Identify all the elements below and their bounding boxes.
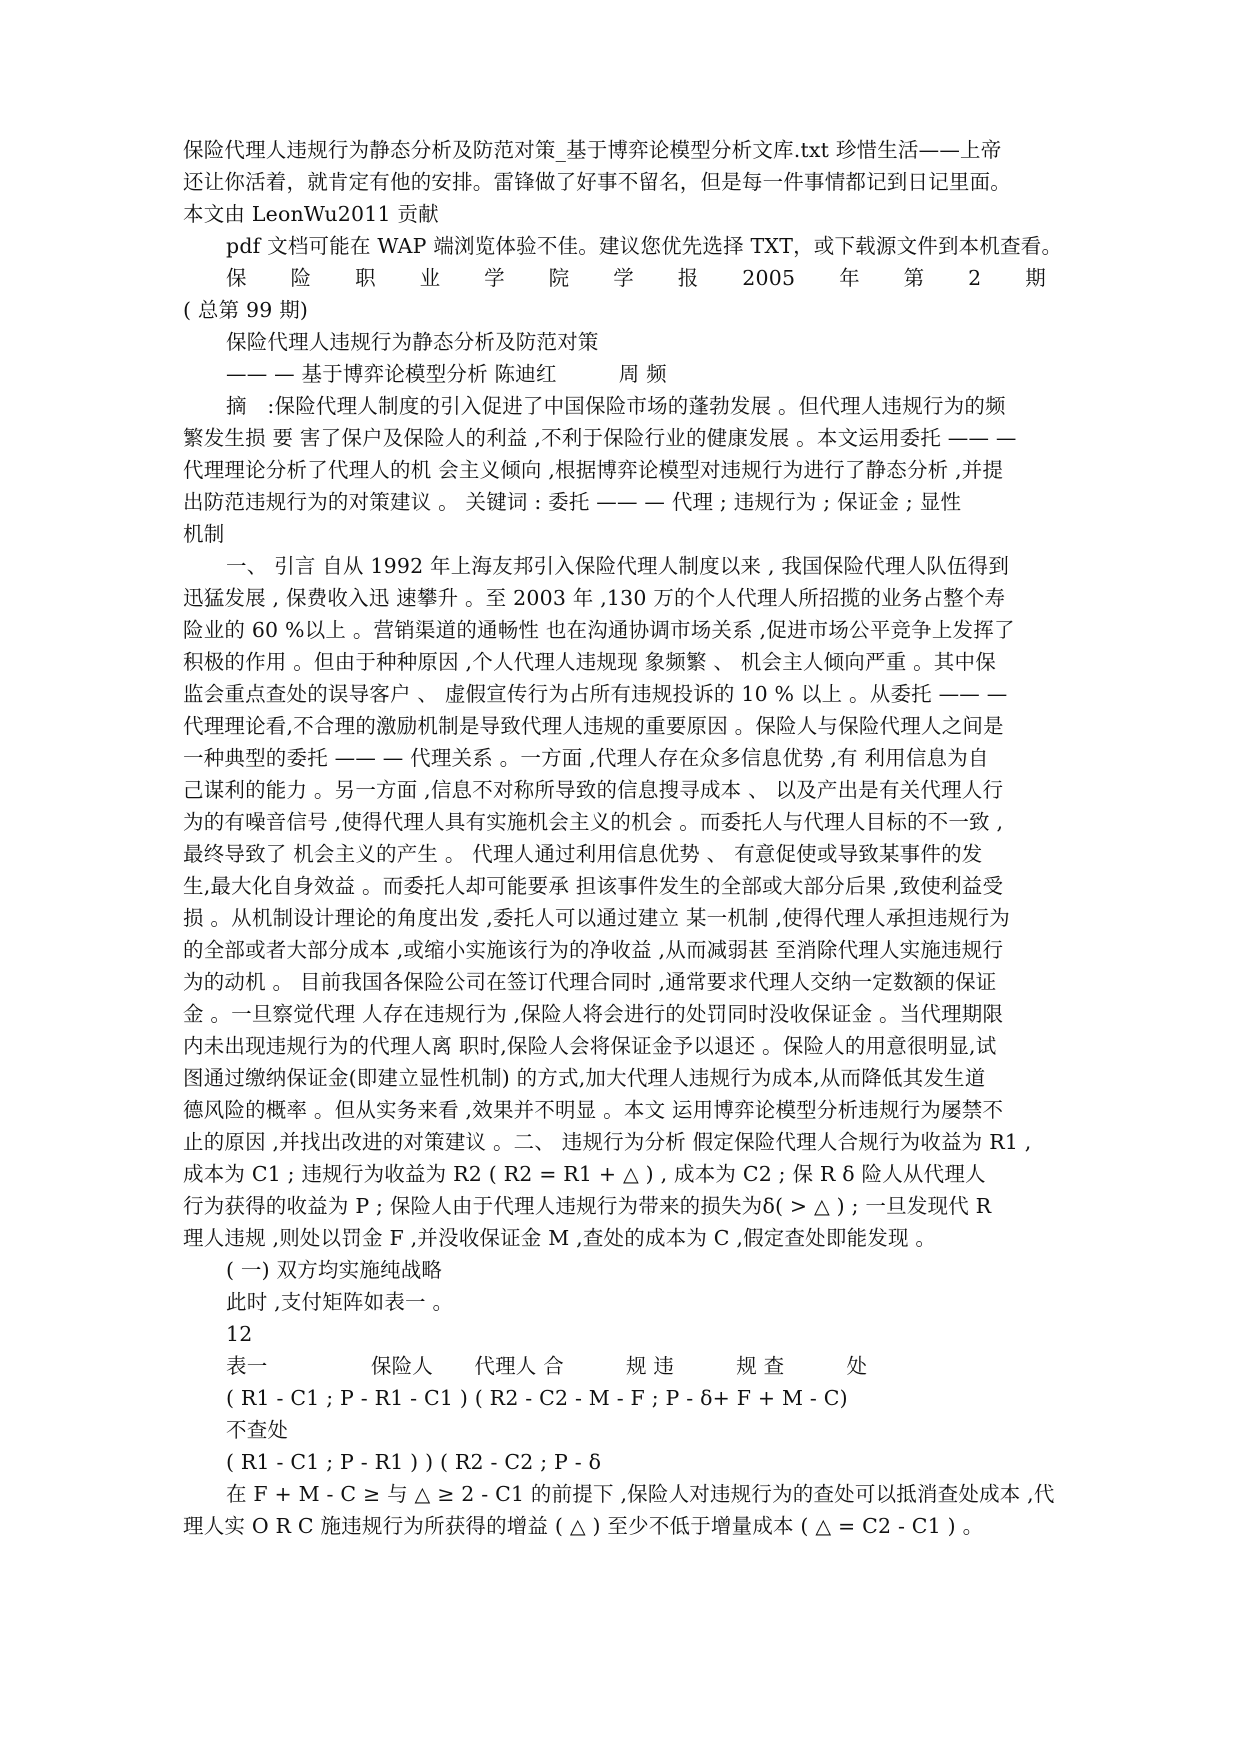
article-subtitle-authors: —— — 基于博弈论模型分析 陈迪红 周 频: [226, 362, 667, 386]
body-line: 内未出现违规行为的代理人离 职时,保险人会将保证金予以退还 。保险人的用意很明显,试: [183, 1034, 997, 1058]
body-line: 理人违规 ,则处以罚金 F ,并没收保证金 M ,查处的成本为 C ,假定查处即能发现 。: [183, 1226, 937, 1250]
body-line: 图通过缴纳保证金(即建立显性机制) 的方式,加大代理人违规行为成本,从而降低其发生道: [183, 1066, 986, 1090]
body-line: 损 。从机制设计理论的角度出发 ,委托人可以通过建立 某一机制 ,使得代理人承担违规行为: [183, 906, 1010, 930]
body-line: 险业的 60 %以上 。营销渠道的通畅性 也在沟通协调市场关系 ,促进市场公平竞争上发挥了: [183, 618, 1015, 642]
page-number: 12: [226, 1322, 253, 1346]
body-line: 摘 :保险代理人制度的引入促进了中国保险市场的蓬勃发展 。但代理人违规行为的频: [226, 394, 1006, 418]
body-line: 生,最大化自身效益 。而委托人却可能要承 担该事件发生的全部或大部分后果 ,致使利益受: [183, 874, 1004, 898]
body-line: 机制: [183, 522, 225, 546]
body-line: 德风险的概率 。但从实务来看 ,效果并不明显 。本文 运用博弈论模型分析违规行为屡禁不: [183, 1098, 1004, 1122]
table-row-no-check: ( R1 - C1 ; P - R1 ) ) ( R2 - C2 ; P - δ: [226, 1450, 602, 1474]
header-line-3: 本文由 LeonWu2011 贡献: [183, 202, 439, 226]
table-header: 表一 保险人 代理人 合 规 违 规 查 处: [226, 1354, 868, 1378]
body-line: 代理理论看,不合理的激励机制是导致代理人违规的重要原因 。保险人与保险代理人之间是: [183, 714, 1004, 738]
body-line: 金 。一旦察觉代理 人存在违规行为 ,保险人将会进行的处罚同时没收保证金 。当代理期限: [183, 1002, 1004, 1026]
body-line: 的全部或者大部分成本 ,或缩小实施该行为的净收益 ,从而减弱甚 至消除代理人实施违规行: [183, 938, 1004, 962]
body-line: 止的原因 ,并找出改进的对策建议 。二、 违规行为分析 假定保险代理人合规行为收益为 R1 ,: [183, 1130, 1032, 1154]
notice-text: pdf 文档可能在 WAP 端浏览体验不佳。建议您优先选择 TXT，或下载源文件到本机查看。: [226, 234, 1063, 258]
body-line: 出防范违规行为的对策建议 。 关键词 : 委托 —— — 代理 ; 违规行为 ; 保证金 ; 显性: [183, 490, 962, 514]
body-line: 为的动机 。 目前我国各保险公司在签订代理合同时 ,通常要求代理人交纳一定数额的保证: [183, 970, 997, 994]
body-line: 迅猛发展 , 保费收入迅 速攀升 。至 2003 年 ,130 万的个人代理人所招揽的业务占整个寿: [183, 586, 1006, 610]
section-heading: ( 一) 双方均实施纯战略: [226, 1258, 443, 1282]
body-line: 一种典型的委托 —— — 代理关系 。一方面 ,代理人存在众多信息优势 ,有 利用信息为自: [183, 746, 989, 770]
body-line: 监会重点查处的误导客户 、 虚假宣传行为占所有违规投诉的 10 % 以上 。从委托 —— —: [183, 682, 1008, 706]
body-line: 一、 引言 自从 1992 年上海友邦引入保险代理人制度以来 , 我国保险代理人队伍得到: [226, 554, 1010, 578]
closing-line: 理人实 O R C 施违规行为所获得的增益 ( △ ) 至少不低于增量成本 ( △ = C2 - C1 ) 。: [183, 1514, 984, 1538]
table-no-check-label: 不查处: [226, 1418, 289, 1442]
issue-total: ( 总第 99 期): [183, 298, 309, 322]
body-line: 为的有噪音信号 ,使得代理人具有实施机会主义的机会 。而委托人与代理人目标的不一致 ,: [183, 810, 1004, 834]
body-line: 积极的作用 。但由于种种原因 ,个人代理人违规现 象频繁 、 机会主人倾向严重 。其中保: [183, 650, 996, 674]
closing-line: 在 F + M - C ≥ 与 △ ≥ 2 - C1 的前提下 ,保险人对违规行为的查处可以抵消查处成本 ,代: [226, 1482, 1055, 1506]
article-title: 保险代理人违规行为静态分析及防范对策: [226, 330, 599, 354]
body-line: 成本为 C1 ; 违规行为收益为 R2 ( R2 = R1 + △ ) , 成本为 C2 ; 保 R δ 险人从代理人: [183, 1162, 986, 1186]
body-line: 行为获得的收益为 P ; 保险人由于代理人违规行为带来的损失为δ( > △ ) ; 一旦发现代 R: [183, 1194, 992, 1218]
body-line: 最终导致了 机会主义的产生 。 代理人通过利用信息优势 、 有意促使或导致某事件的发: [183, 842, 983, 866]
body-line: 己谋利的能力 。另一方面 ,信息不对称所导致的信息搜寻成本 、 以及产出是有关代理人行: [183, 778, 1004, 802]
header-line-2: 还让你活着，就肯定有他的安排。雷锋做了好事不留名，但是每一件事情都记到日记里面。: [183, 170, 1011, 194]
table-row-check: ( R1 - C1 ; P - R1 - C1 ) ( R2 - C2 - M - F ; P - δ+ F + M - C): [226, 1386, 848, 1410]
header-line-1: 保险代理人违规行为静态分析及防范对策_基于博弈论模型分析文库.txt 珍惜生活——上帝: [183, 138, 1002, 162]
journal-header: 保 险 职 业 学 院 学 报 2005 年 第 2 期: [226, 266, 1046, 290]
body-line: 代理理论分析了代理人的机 会主义倾向 ,根据博弈论模型对违规行为进行了静态分析 ,并提: [183, 458, 1004, 482]
body-line: 繁发生损 要 害了保户及保险人的利益 ,不利于保险行业的健康发展 。本文运用委托 —— —: [183, 426, 1017, 450]
payoff-intro: 此时 ,支付矩阵如表一 。: [226, 1290, 454, 1314]
